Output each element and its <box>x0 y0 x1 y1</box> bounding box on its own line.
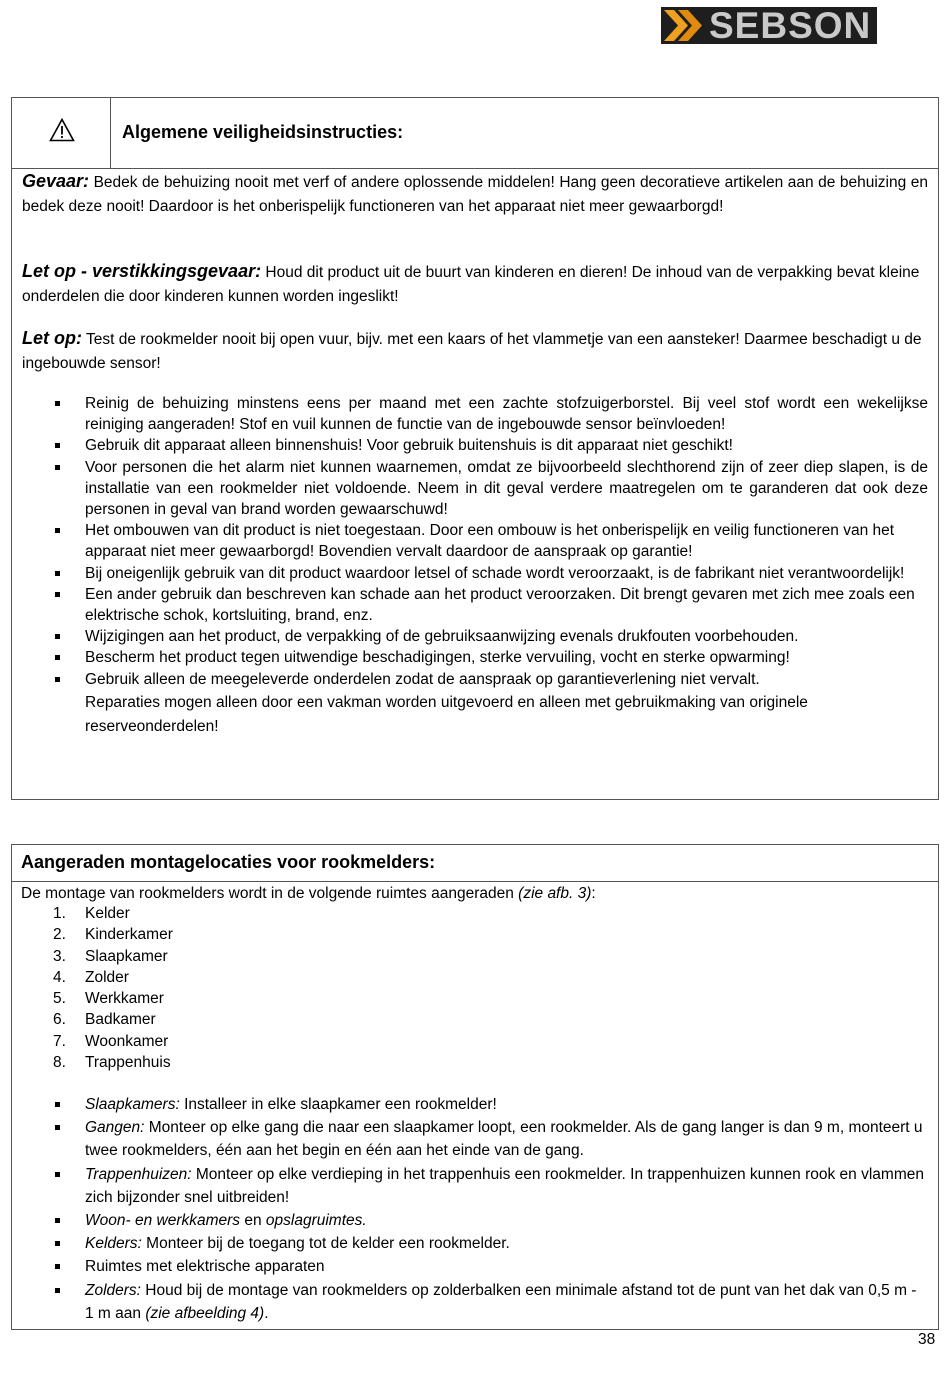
list-item: 6. Badkamer <box>53 1011 156 1029</box>
safety-header <box>12 98 938 169</box>
list-item: 4. Zolder <box>53 968 129 986</box>
list-item: 1. Kelder <box>53 905 130 922</box>
danger-text: Bedek de behuizing nooit met verf of andere oplossende middelen! Hang geen decoratieve artikelen aan de behuizing en bedek deze nooit! Daardoor is het onberispelijk functioneren van het apparaat niet meer gewaarborgd! <box>22 174 928 215</box>
chevron-logo-icon <box>664 10 708 41</box>
caution-paragraph <box>22 326 928 376</box>
list-item: 8. Trappenhuis <box>53 1054 171 1072</box>
list-item: Wijzigingen aan het product, de verpakking of de gebruiksaanwijzing evenals drukfouten voorbehouden. <box>22 626 928 647</box>
mounting-locations-box <box>11 844 939 1330</box>
list-item: Het ombouwen van dit product is niet toegestaan. Door een ombouw is het onberispelijk en veilig functioneren van het apparaat niet meer gewaarborgd! Bovendien vervalt daardoor de aanspraak op garantie! <box>22 520 928 562</box>
list-item: 2. Kinderkamer <box>53 926 173 944</box>
suffocation-lead: Let op - verstikkingsgevaar: <box>22 261 262 281</box>
suffocation-text: Houd dit product uit de buurt van kinderen en dieren! De inhoud van de verpakking bevat kleine onderdelen die door kinderen kunnen worden ingeslikt! <box>22 264 920 305</box>
logo-text: SEBSON <box>709 5 872 46</box>
list-item: Gangen: Monteer op elke gang die naar een slaapkamer loopt, een rookmelder. Als de gang langer is dan 9 m, monteert u twee rookmelders, één aan het begin en één aan het einde van de gang. <box>21 1116 927 1162</box>
list-item: 5. Werkkamer <box>53 990 164 1008</box>
list-item: Trappenhuizen: Monteer op elke verdieping in het trappenhuis een rookmelder. In trappenhuizen kunnen rook en vlammen zich bijzonder snel uitbreiden! <box>21 1163 927 1209</box>
locations-intro: De montage van rookmelders wordt in de volgende ruimtes aangeraden (zie afb. 3): <box>21 885 596 902</box>
warning-triangle-icon <box>49 118 75 142</box>
list-item: Gebruik alleen de meegeleverde onderdelen zodat de aanspraak op garantieverlening niet vervalt. <box>22 669 928 690</box>
rooms-list <box>21 903 173 1073</box>
repair-note: Reparaties mogen alleen door een vakman worden uitgevoerd en alleen met gebruikmaking van originele reserveonderdelen! <box>85 693 808 735</box>
locations-title: Aangeraden montagelocaties voor rookmelders: <box>21 852 436 872</box>
list-item: Voor personen die het alarm niet kunnen waarnemen, omdat ze bijvoorbeeld slechthorend zijn of zeer diep slapen, is de installatie van een rookmelder niet voldoende. Neem in dit geval verdere maatregelen om te garanderen dat ook deze personen in geval van brand worden gewaarschuwd! <box>22 457 928 521</box>
list-item: Ruimtes met elektrische apparaten <box>21 1255 927 1278</box>
safety-title: Algemene veiligheidsinstructies: <box>122 122 404 142</box>
sebson-logo <box>661 7 877 44</box>
caution-text: Test de rookmelder nooit bij open vuur, bijv. met een kaars of het vlammetje van een aansteker! Daarmee beschadigt u de ingebouwde sensor! <box>22 331 922 372</box>
list-item: Een ander gebruik dan beschreven kan schade aan het product veroorzaken. Dit brengt gevaren met zich mee zoals een elektrische schok, kortsluiting, brand, enz. <box>22 584 928 626</box>
locations-header <box>12 845 938 882</box>
danger-lead: Gevaar: <box>22 171 90 191</box>
list-item: 7. Woonkamer <box>53 1032 169 1050</box>
list-item: Slaapkamers: Installeer in elke slaapkamer een rookmelder! <box>21 1093 927 1116</box>
location-tips-list <box>21 1093 927 1325</box>
list-item: Gebruik dit apparaat alleen binnenshuis! Voor gebruik buitenshuis is dit apparaat niet geschikt! <box>22 435 928 456</box>
warning-cell <box>12 98 111 168</box>
list-item: 3. Slaapkamer <box>53 947 168 965</box>
caution-lead: Let op: <box>22 328 82 348</box>
page-number: 38 <box>918 1331 936 1348</box>
safety-instructions-box <box>11 97 939 800</box>
list-item: Bij oneigenlijk gebruik van dit product waardoor letsel of schade wordt veroorzaakt, is de fabrikant niet verantwoordelijk! <box>22 563 928 584</box>
suffocation-paragraph <box>22 259 928 309</box>
list-item: Bescherm het product tegen uitwendige beschadigingen, sterke vervuiling, vocht en sterke opwarming! <box>22 647 928 668</box>
list-item: Reinig de behuizing minstens eens per maand met een zachte stofzuigerborstel. Bij veel stof wordt een wekelijkse reiniging aangeraden! Stof en vuil kunnen de functie van de ingebouwde sensor beïnvloeden! <box>22 393 928 435</box>
list-item: Kelders: Monteer bij de toegang tot de kelder een rookmelder. <box>21 1232 927 1255</box>
danger-paragraph <box>22 169 928 219</box>
list-item: Zolders: Houd bij de montage van rookmelders op zolderbalken een minimale afstand tot de punt van het dak van 0,5 m - 1 m aan (zie afbeelding 4). <box>21 1279 927 1325</box>
safety-bullet-list <box>22 393 928 739</box>
list-item: Woon- en werkkamers en opslagruimtes. <box>21 1209 927 1232</box>
